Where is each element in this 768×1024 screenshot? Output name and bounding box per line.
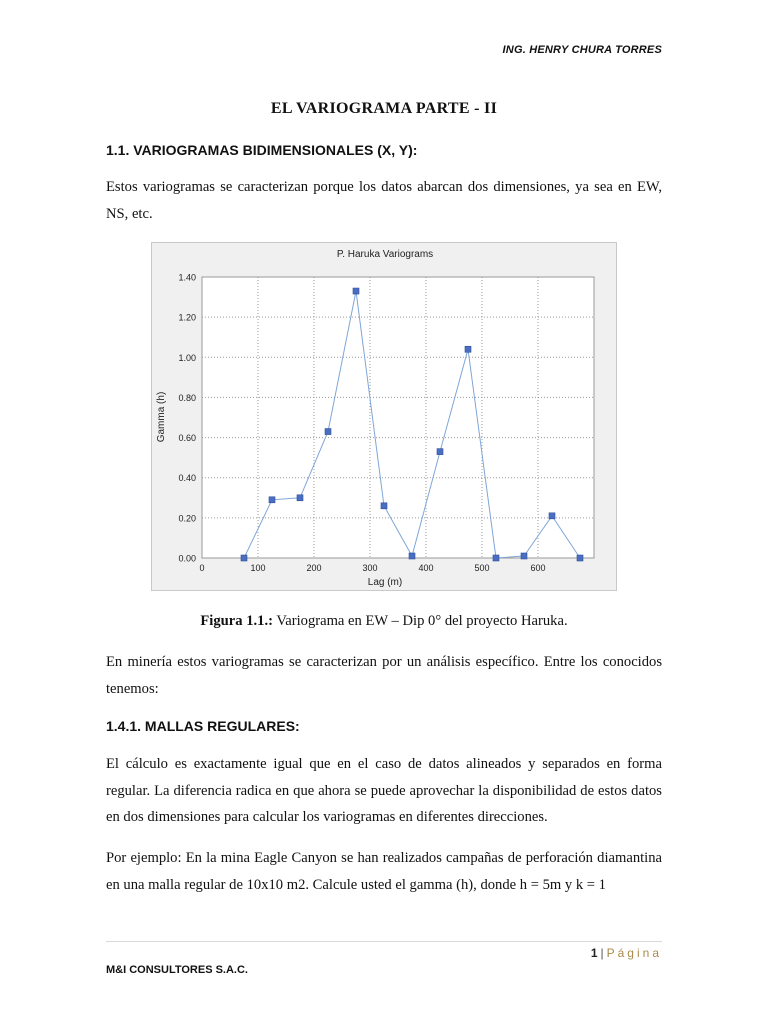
data-point	[353, 288, 359, 294]
page-number-value: 1	[590, 946, 598, 960]
data-point	[269, 497, 275, 503]
data-point	[493, 555, 499, 561]
x-tick-label: 500	[474, 563, 490, 573]
variogram-chart-svg	[152, 243, 618, 592]
y-tick-label: 1.40	[178, 272, 196, 283]
x-tick-labels	[199, 563, 545, 573]
paragraph-ejemplo: Por ejemplo: En la mina Eagle Canyon se han realizados campañas de perforación diamantina en una malla regular de 10x10 m2. Calcule usted el gamma (h), donde h = 5m y k = 1	[106, 850, 662, 893]
figure-caption	[0, 613, 768, 630]
y-tick-label: 0.00	[178, 553, 196, 564]
paragraph-intro: Estos variogramas se caracterizan porque los datos abarcan dos dimensiones, ya sea en EW, NS, etc.	[106, 179, 662, 222]
variogram-chart	[151, 242, 617, 591]
figure-caption-text: Variograma en EW – Dip 0° del proyecto Haruka.	[272, 613, 568, 629]
y-tick-label: 0.60	[178, 433, 196, 444]
section-heading-mallas-regulares: 1.4.1. MALLAS REGULARES:	[106, 718, 300, 734]
paragraph-calculo: El cálculo es exactamente igual que en el caso de datos alineados y separados en forma regular. La diferencia radica en que ahora se puede aprovechar la disponibilidad de estos datos en dos dimensiones para calcular los variogramas en diferentes direcciones.	[106, 756, 662, 825]
data-point	[521, 553, 527, 559]
y-tick-label: 0.40	[178, 473, 196, 484]
y-tick-label: 0.80	[178, 392, 196, 403]
data-point	[241, 555, 247, 561]
x-tick-label: 200	[306, 563, 322, 573]
data-point	[297, 495, 303, 501]
data-point	[465, 346, 471, 352]
section-heading-variogramas-bidimensionales: 1.1. VARIOGRAMAS BIDIMENSIONALES (X, Y):	[106, 142, 418, 158]
footer-company: M&I CONSULTORES S.A.C.	[106, 964, 248, 976]
y-tick-label: 1.20	[178, 312, 196, 323]
data-point	[409, 553, 415, 559]
plot-area	[202, 277, 594, 558]
document-title: EL VARIOGRAMA PARTE - II	[270, 100, 498, 117]
footer-divider	[106, 941, 662, 942]
data-point	[325, 429, 331, 435]
x-tick-label: 400	[418, 563, 434, 573]
x-tick-label: 300	[362, 563, 378, 573]
data-point	[381, 503, 387, 509]
y-axis-label: Gamma (h)	[156, 391, 167, 443]
data-point	[577, 555, 583, 561]
x-tick-label: 0	[199, 563, 205, 573]
header-author: ING. HENRY CHURA TORRES	[502, 44, 662, 56]
data-point	[437, 449, 443, 455]
y-tick-label: 1.00	[178, 352, 196, 363]
page-number	[591, 946, 662, 960]
page-word: Página	[606, 946, 662, 960]
figure-caption-label: Figura 1.1.:	[200, 613, 273, 629]
x-tick-label: 600	[530, 563, 546, 573]
y-tick-label: 0.20	[178, 513, 196, 524]
x-axis-label: Lag (m)	[367, 577, 403, 588]
data-point	[549, 513, 555, 519]
page-number-separator: |	[600, 946, 604, 960]
chart-title: P. Haruka Variograms	[336, 249, 434, 260]
paragraph-mineria: En minería estos variogramas se caracterizan por un análisis específico. Entre los conocidos tenemos:	[106, 654, 662, 697]
y-tick-labels	[178, 273, 196, 564]
x-tick-label: 100	[250, 563, 266, 573]
